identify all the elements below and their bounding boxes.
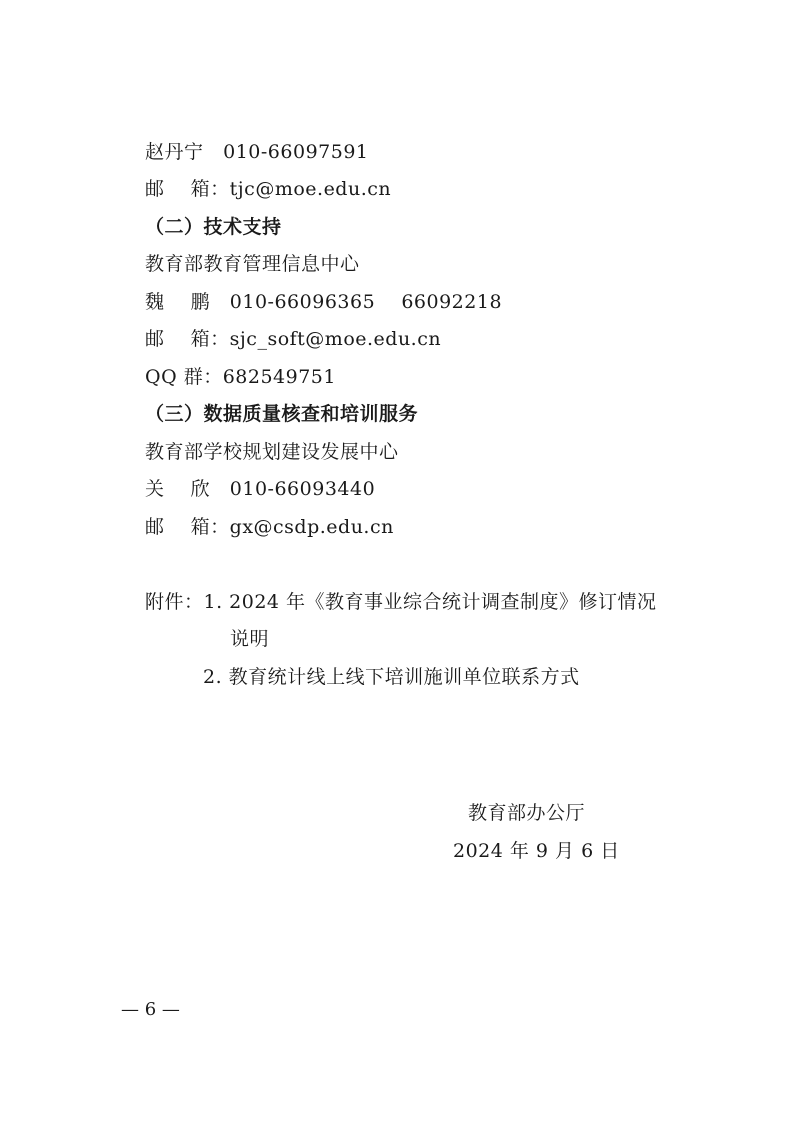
tech-support-org: 教育部教育管理信息中心 (145, 253, 360, 275)
tech-support-name-phone: 魏 鹏 010-66096365 66092218 (145, 291, 503, 313)
quality-training-name-phone: 关 欣 010-66093440 (145, 478, 376, 500)
quality-training-org: 教育部学校规划建设发展中心 (145, 441, 399, 463)
section-heading-tech-support: （二）技术支持 (145, 216, 282, 238)
tech-support-qq: QQ 群：682549751 (145, 366, 336, 388)
attachment-item-1-continued: 说明 (230, 628, 270, 650)
signature-date: 2024 年 9 月 6 日 (453, 840, 620, 862)
tech-support-email: 邮 箱：sjc_soft@moe.edu.cn (145, 328, 442, 350)
page-number: — 6 — (121, 999, 180, 1020)
section-heading-quality-training: （三）数据质量核查和培训服务 (145, 403, 419, 425)
contact-email: 邮 箱：tjc@moe.edu.cn (145, 178, 392, 200)
attachment-item-2: 2. 教育统计线上线下培训施训单位联系方式 (203, 666, 580, 688)
signature-org: 教育部办公厅 (468, 802, 586, 824)
attachment-item-1: 附件：1. 2024 年《教育事业综合统计调查制度》修订情况 (145, 591, 657, 613)
quality-training-email: 邮 箱：gx@csdp.edu.cn (145, 516, 394, 538)
contact-name-phone: 赵丹宁 010-66097591 (145, 141, 369, 163)
